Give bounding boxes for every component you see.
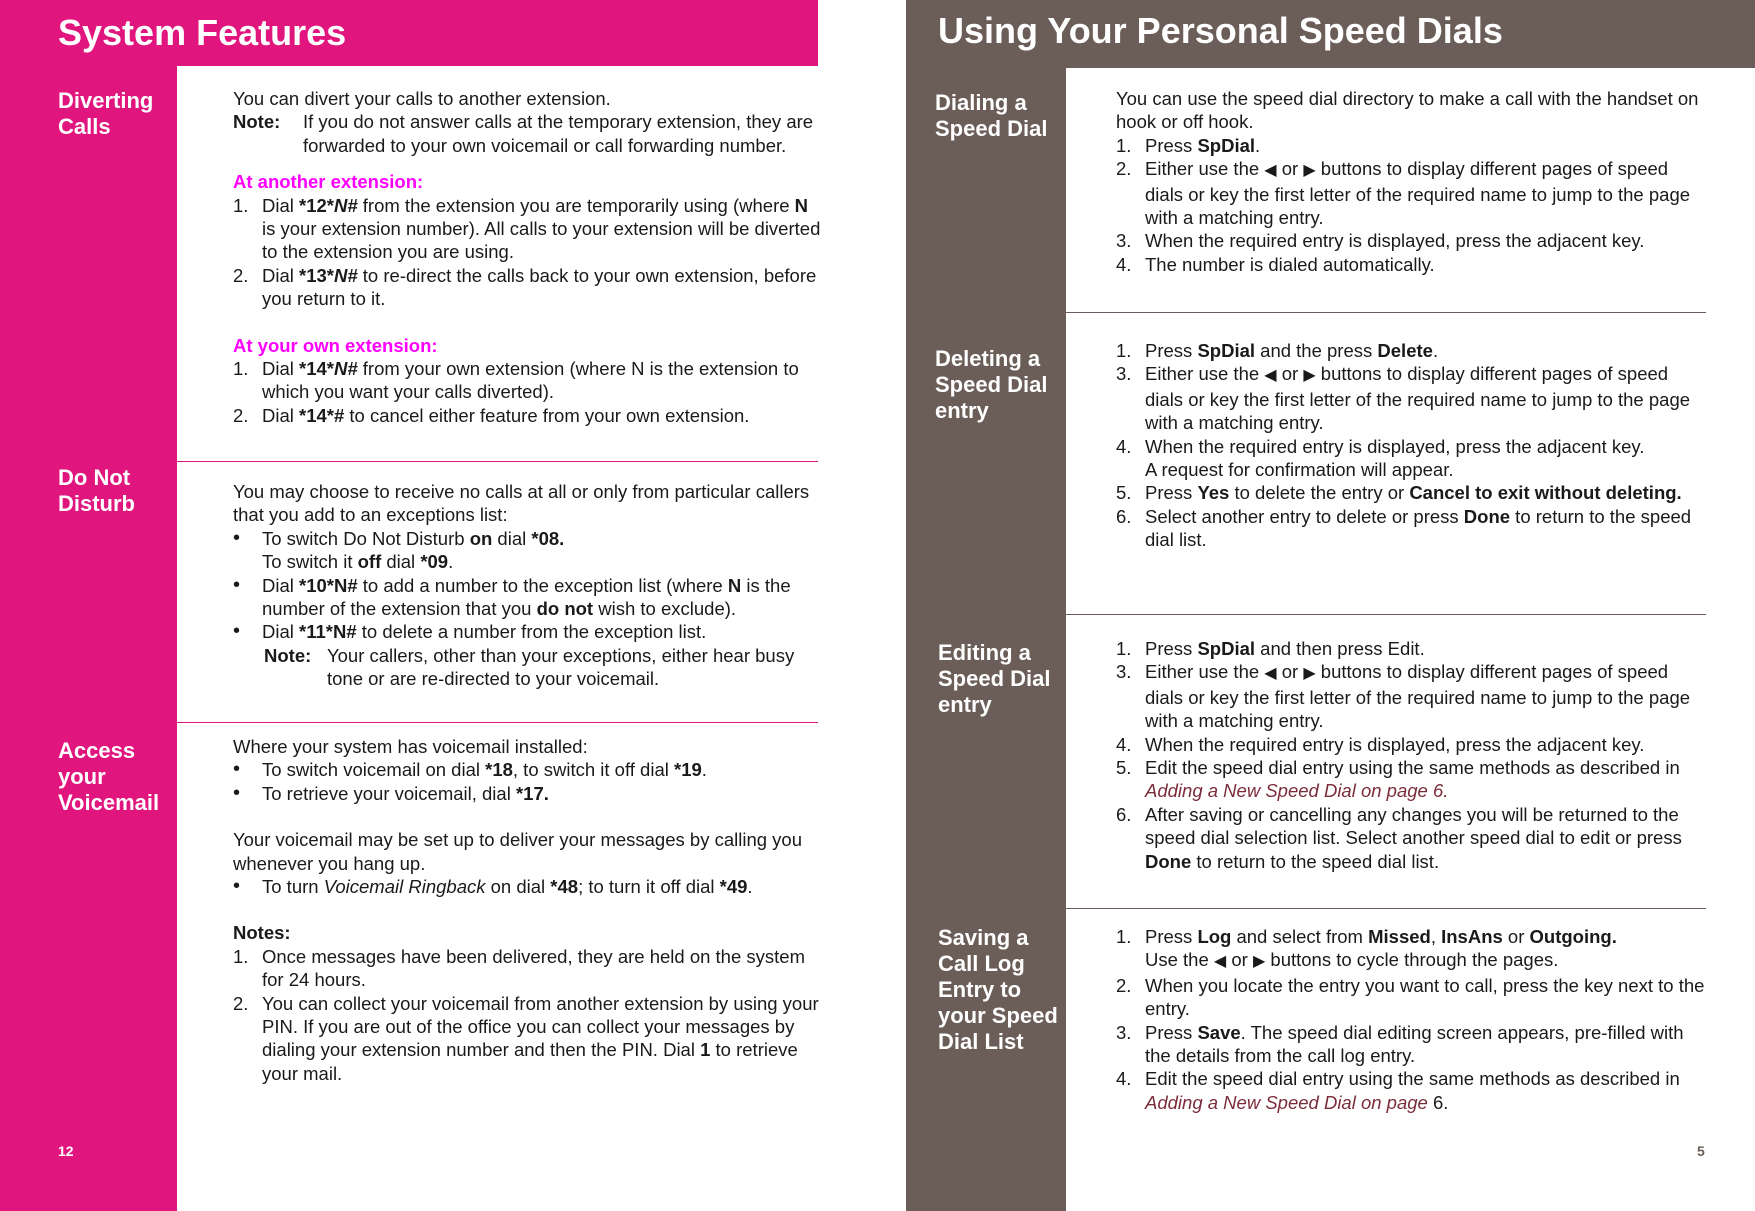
list-item	[1116, 974, 1706, 1021]
list-text: Edit the speed dial entry using the same methods as described in Adding a New Speed Dial on page 6.	[1145, 757, 1680, 802]
bullet-icon: •	[233, 620, 241, 643]
list-number: 4.	[1116, 435, 1132, 457]
list-text: Edit the speed dial entry using the same methods as described in Adding a New Speed Dial on page 6.	[1145, 1068, 1680, 1113]
note-text: If you do not answer calls at the temporary extension, they are forwarded to your own voicemail or call forwarding number.	[303, 111, 814, 156]
right-arrow-icon: ▶	[1303, 665, 1316, 683]
dnd-intro: You may choose to receive no calls at all or only from particular callers that you add to an exceptions list:	[233, 481, 810, 526]
diverting-note	[233, 110, 823, 157]
list-text: Press Save. The speed dial editing screen appears, pre-filled with the details from the call log entry.	[1145, 1021, 1684, 1067]
notes-heading: Notes:	[233, 922, 291, 944]
label-deleting-speed-dial: Deleting a Speed Dial entry	[935, 346, 1048, 423]
left-page-number: 12	[58, 1143, 74, 1159]
heading-another-extension: At another extension:	[233, 171, 424, 193]
list-number: 2.	[233, 264, 249, 286]
list-number: 3.	[1116, 230, 1132, 252]
label-do-not-disturb: Do Not Disturb	[58, 465, 135, 516]
dnd-note	[264, 644, 823, 691]
list-number: 1.	[1116, 340, 1132, 361]
right-arrow-icon: ▶	[1252, 953, 1266, 971]
list-text: Dial *12*N# from the extension you are temporarily using (where N is your extension number). All calls to your extension will be diverted to the extension you are using.	[262, 194, 821, 263]
diverting-calls-section	[233, 87, 823, 427]
list-text: Dial *13*N# to re-direct the calls back to your own extension, before you return to it.	[262, 264, 817, 310]
list-item	[1116, 1021, 1706, 1068]
saving-section	[1116, 925, 1706, 1114]
list-number: 2.	[1116, 158, 1132, 180]
list-item	[233, 875, 823, 898]
left-page-title: System Features	[58, 12, 347, 53]
diverting-intro: You can divert your calls to another extension.	[233, 88, 611, 109]
bullet-icon: •	[233, 526, 241, 549]
dialing-section	[1116, 87, 1706, 276]
list-item	[1116, 435, 1706, 482]
list-text: To switch Do Not Disturb on dial *08. To switch it off dial *09.	[262, 527, 565, 573]
do-not-disturb-section	[233, 480, 823, 691]
page-link[interactable]: Adding a New Speed Dial on page	[1145, 1091, 1428, 1113]
label-saving-call-log: Saving a Call Log Entry to your Speed Dial List	[938, 925, 1058, 1054]
page-link[interactable]: Adding a New Speed Dial on page 6.	[1145, 780, 1449, 802]
list-text: The number is dialed automatically.	[1145, 253, 1435, 275]
list-number: 3.	[1116, 363, 1132, 385]
list-number: 2.	[1116, 974, 1132, 996]
bullet-icon: •	[233, 875, 241, 898]
list-item	[1116, 925, 1706, 974]
list-item	[1116, 253, 1706, 276]
label-dialing-speed-dial: Dialing a Speed Dial	[935, 90, 1048, 141]
list-item	[1116, 1067, 1706, 1114]
list-item	[1116, 733, 1706, 756]
label-diverting-calls: Diverting Calls	[58, 88, 154, 139]
heading-own-extension: At your own extension:	[233, 334, 438, 356]
list-item	[1116, 157, 1706, 229]
voicemail-intro: Where your system has voicemail installed:	[233, 736, 588, 757]
list-item	[233, 758, 823, 781]
list-number: 5.	[1116, 757, 1132, 779]
dialing-intro: You can use the speed dial directory to make a call with the handset on hook or off hook.	[1116, 88, 1699, 133]
list-number: 4.	[1116, 1068, 1132, 1090]
right-page-title: Using Your Personal Speed Dials	[938, 10, 1503, 51]
divider	[1066, 908, 1706, 909]
left-sidebar	[0, 66, 177, 1211]
list-text: Press SpDial and then press Edit.	[1145, 638, 1425, 659]
list-item	[1116, 134, 1706, 157]
list-item	[1116, 481, 1706, 504]
divider	[177, 461, 818, 462]
right-arrow-icon: ▶	[1303, 162, 1316, 180]
list-text: To retrieve your voicemail, dial *17.	[262, 782, 549, 804]
list-text: After saving or cancelling any changes you will be returned to the speed dial selection list. Select another speed dial to edit or press Done to return to the speed dial list.	[1145, 803, 1682, 872]
list-item	[1116, 756, 1706, 803]
left-arrow-icon: ◀	[1264, 367, 1277, 385]
list-item	[1116, 339, 1706, 362]
list-item	[233, 992, 823, 1086]
list-text: Press Yes to delete the entry or Cancel to exit without deleting.	[1145, 482, 1682, 504]
list-text: Select another entry to delete or press Done to return to the speed dial list.	[1145, 505, 1692, 551]
list-item	[233, 945, 823, 992]
note-text: Your callers, other than your exceptions, either hear busy tone or are re-directed to your voicemail.	[327, 644, 795, 690]
list-number: 3.	[1116, 661, 1132, 683]
list-text: Once messages have been delivered, they are held on the system for 24 hours.	[262, 945, 805, 991]
voicemail-para: Your voicemail may be set up to deliver your messages by calling you whenever you hang up.	[233, 829, 802, 874]
list-item	[233, 782, 823, 805]
list-number: 1.	[1116, 638, 1132, 659]
list-item	[233, 404, 823, 427]
left-arrow-icon: ◀	[1213, 953, 1227, 971]
list-text: When you locate the entry you want to call, press the key next to the entry.	[1145, 974, 1705, 1020]
right-arrow-icon: ▶	[1303, 367, 1316, 385]
list-number: 1.	[1116, 926, 1132, 947]
list-number: 1.	[233, 194, 249, 216]
divider	[1066, 312, 1706, 313]
list-text: Dial *14*# to cancel either feature from your own extension.	[262, 404, 750, 426]
list-item	[1116, 660, 1706, 732]
list-item	[233, 357, 823, 404]
list-item	[1116, 803, 1706, 873]
list-number: 2.	[233, 992, 249, 1014]
voicemail-section	[233, 735, 823, 1085]
list-number: 2.	[233, 404, 249, 426]
bullet-icon: •	[233, 758, 241, 781]
label-editing-speed-dial: Editing a Speed Dial entry	[938, 640, 1051, 717]
list-number: 6.	[1116, 505, 1132, 527]
list-number: 6.	[1116, 803, 1132, 825]
list-item	[233, 527, 823, 574]
list-text: Dial *14*N# from your own extension (where N is the extension to which you want your calls diverted).	[262, 358, 799, 403]
list-text: When the required entry is displayed, press the adjacent key. A request for confirmation will appear.	[1145, 435, 1645, 481]
list-item	[233, 574, 823, 621]
list-number: 1.	[233, 358, 249, 380]
list-text: Either use the ◀ or ▶ buttons to display different pages of speed dials or key the first letter of the required name to jump to the page with a matching entry.	[1145, 661, 1691, 732]
list-number: 4.	[1116, 733, 1132, 755]
list-item	[233, 264, 823, 311]
right-page-number: 5	[1697, 1143, 1705, 1159]
list-text: When the required entry is displayed, press the adjacent key.	[1145, 733, 1645, 755]
list-number: 4.	[1116, 253, 1132, 275]
divider	[177, 722, 818, 723]
list-item	[1116, 637, 1706, 660]
list-text: Dial *10*N# to add a number to the exception list (where N is the number of the extension that you do not wish to exclude).	[262, 574, 791, 620]
list-number: 3.	[1116, 1021, 1132, 1043]
deleting-section	[1116, 339, 1706, 552]
list-number: 1.	[1116, 134, 1132, 156]
list-text: Either use the ◀ or ▶ buttons to display different pages of speed dials or key the first letter of the required name to jump to the page with a matching entry.	[1145, 158, 1691, 229]
list-item	[1116, 505, 1706, 552]
list-number: 1.	[233, 945, 249, 967]
left-arrow-icon: ◀	[1264, 162, 1277, 180]
list-item	[233, 194, 823, 264]
label-access-voicemail: Access your Voicemail	[58, 738, 160, 815]
bullet-icon: •	[233, 781, 241, 804]
list-text: To switch voicemail on dial *18, to switch it off dial *19.	[262, 759, 707, 781]
left-arrow-icon: ◀	[1264, 665, 1277, 683]
list-text: Press SpDial.	[1145, 134, 1261, 156]
bullet-icon: •	[233, 573, 241, 596]
list-item	[233, 620, 823, 643]
list-text: Press Log and select from Missed, InsAns or Outgoing. Use the ◀ or ▶ buttons to cycle through the pages.	[1145, 926, 1617, 971]
list-text: You can collect your voicemail from another extension by using your PIN. If you are out of the office you can collect your messages by dialing your extension number and then the PIN. Dial 1 to retrieve your mail.	[262, 992, 819, 1084]
list-text: Either use the ◀ or ▶ buttons to display different pages of speed dials or key the first letter of the required name to jump to the page with a matching entry.	[1145, 363, 1691, 434]
note-label: Note:	[233, 111, 281, 133]
list-number: 5.	[1116, 482, 1132, 504]
list-item	[1116, 362, 1706, 434]
list-text: Dial *11*N# to delete a number from the exception list.	[262, 621, 707, 643]
list-item	[1116, 229, 1706, 252]
list-text: To turn Voicemail Ringback on dial *48; to turn it off dial *49.	[262, 876, 753, 898]
list-text: When the required entry is displayed, press the adjacent key.	[1145, 230, 1645, 252]
note-label: Note:	[264, 644, 312, 666]
editing-section	[1116, 637, 1706, 873]
list-text: Press SpDial and the press Delete.	[1145, 340, 1439, 361]
divider	[1066, 614, 1706, 615]
